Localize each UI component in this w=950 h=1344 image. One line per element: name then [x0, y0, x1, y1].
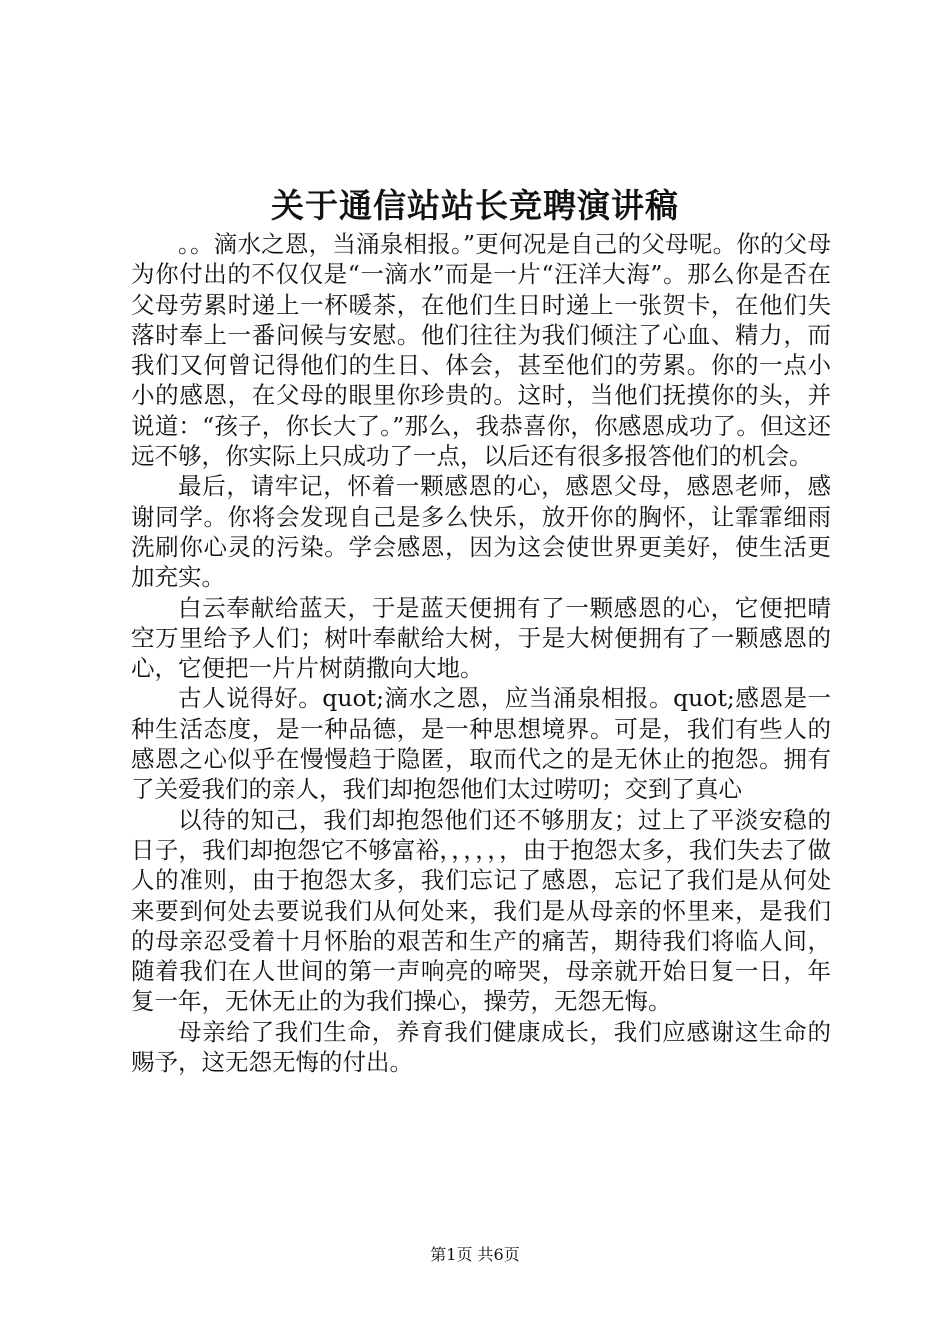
- paragraph: 。。滴水之恩，当涌泉相报。”更何况是自己的父母呢。你的父母为你付出的不仅仅是“一滴水”而是一片“汪洋大海”。那么你是否在父母劳累时递上一杯暖茶，在他们生日时递上一张贺卡，在他们失落时奉上一番问候与安慰。他们往往为我们倾注了心血、精力，而我们又何曾记得他们的生日、体会，甚至他们的劳累。你的一点小小的感恩，在父母的眼里你珍贵的。这时，当他们抚摸你的头，并说道：“孩子，你长大了。”那么，我恭喜你，你感恩成功了。但这还远不够，你实际上只成功了一点，以后还有很多报答他们的机会。: [131, 230, 831, 471]
- document-title: 关于通信站站长竞聘演讲稿: [271, 186, 679, 225]
- document-body: [131, 229, 831, 1077]
- paragraph: 以待的知己，我们却抱怨他们还不够朋友；过上了平淡安稳的日子，我们却抱怨它不够富裕，，，，，，由于抱怨太多，我们失去了做人的准则，由于抱怨太多，我们忘记了感恩，忘记了我们是从何处来要到何处去要说我们从何处来，我们是从母亲的怀里来，是我们的母亲忍受着十月怀胎的艰苦和生产的痛苦，期待我们将临人间，随着我们在人世间的第一声响亮的啼哭，母亲就开始日复一日，年复一年，无休无止的为我们操心，操劳，无怨无悔。: [131, 805, 831, 1016]
- paragraph: 古人说得好。quot;滴水之恩，应当涌泉相报。quot;感恩是一种生活态度，是一种品德，是一种思想境界。可是，我们有些人的感恩之心似乎在慢慢趋于隐匿，取而代之的是无休止的抱怨。拥有了关爱我们的亲人，我们却抱怨他们太过唠叨；交到了真心: [131, 684, 831, 804]
- paragraph: 白云奉献给蓝天，于是蓝天便拥有了一颗感恩的心，它便把晴空万里给予人们；树叶奉献给大树，于是大树便拥有了一颗感恩的心，它便把一片片树荫撒向大地。: [131, 593, 831, 683]
- paragraph: 最后，请牢记，怀着一颗感恩的心，感恩父母，感恩老师，感谢同学。你将会发现自己是多么快乐，放开你的胸怀，让霏霏细雨洗刷你心灵的污染。学会感恩，因为这会使世界更美好，使生活更加充实。: [131, 472, 831, 592]
- page-number-footer: 第1页 共6页: [430, 1245, 520, 1264]
- paragraph: 母亲给了我们生命，养育我们健康成长，我们应感谢这生命的赐予，这无怨无悔的付出。: [131, 1017, 831, 1077]
